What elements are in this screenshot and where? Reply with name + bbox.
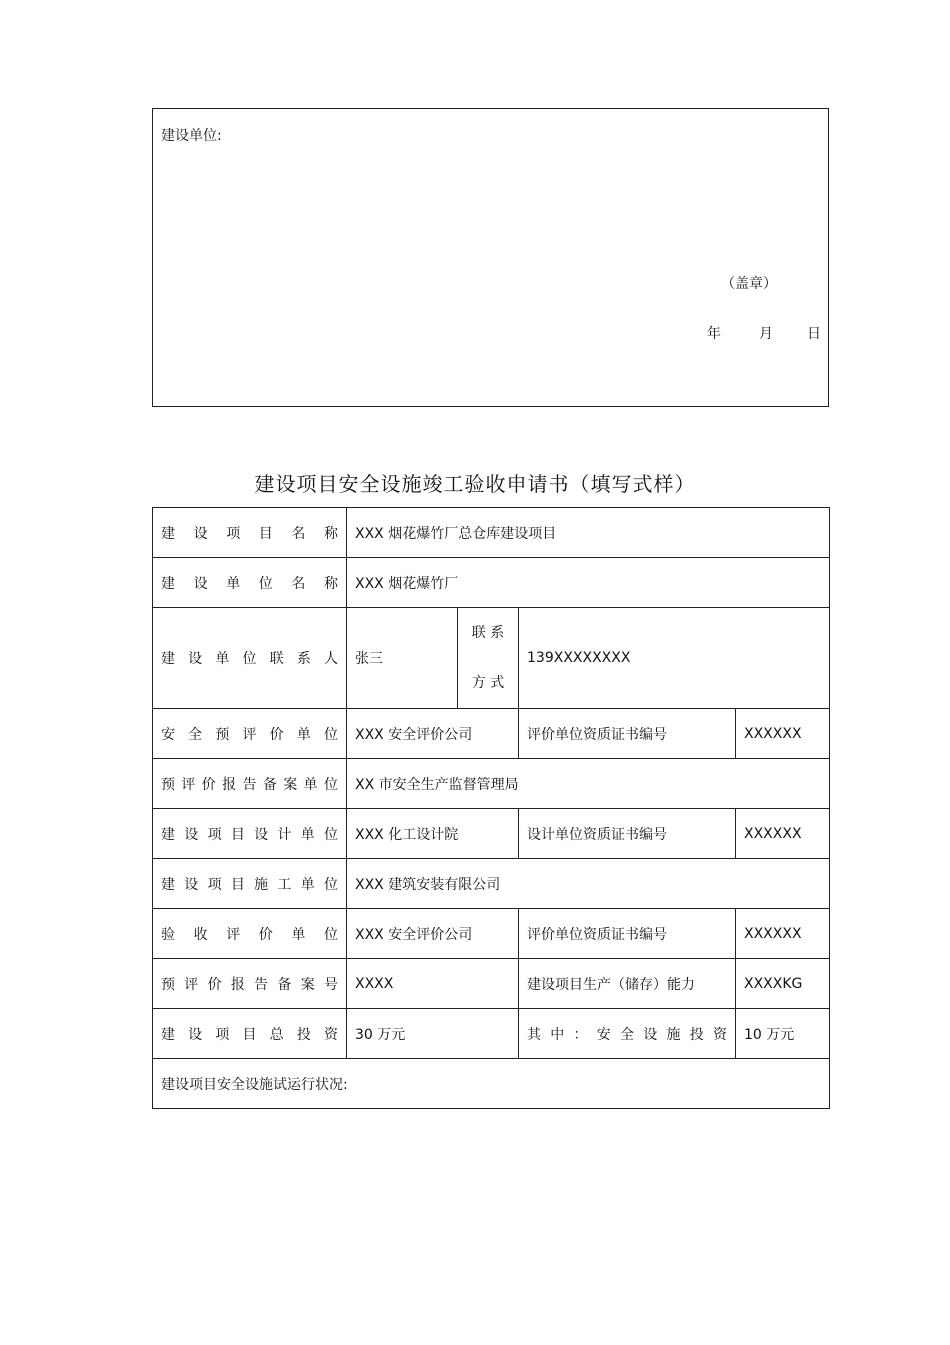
contact-phone: 139XXXXXXXX — [519, 608, 830, 709]
row-sub-label: 建设项目生产（储存）能力 — [519, 959, 736, 1009]
table-row — [153, 909, 830, 959]
table-row — [153, 759, 830, 809]
row-label: 建设单位联系人 — [153, 608, 347, 709]
row-label: 建设单位名称 — [153, 558, 347, 608]
table-row — [153, 1009, 830, 1059]
date-month: 月 — [759, 326, 773, 342]
row-value: XX 市安全生产监督管理局 — [347, 759, 830, 809]
contact-method-line-1: 联 系 — [471, 625, 505, 641]
row-value: XXX 安全评价公司 — [347, 709, 519, 759]
row-label: 验收评价单位 — [153, 909, 347, 959]
row-sub-value: XXXXXX — [736, 909, 830, 959]
construction-unit-box — [152, 108, 829, 407]
row-value: XXX 建筑安装有限公司 — [347, 859, 830, 909]
table-row — [153, 709, 830, 759]
row-label: 安全预评价单位 — [153, 709, 347, 759]
contact-method-label — [458, 608, 519, 709]
row-sub-label: 评价单位资质证书编号 — [519, 709, 736, 759]
date-day: 日 — [807, 326, 821, 342]
table-row — [153, 508, 830, 558]
row-label: 建设项目设计单位 — [153, 809, 347, 859]
seal-note: （盖章） — [721, 276, 777, 292]
contact-method-line-2: 方 式 — [471, 675, 505, 691]
row-value: 30 万元 — [347, 1009, 519, 1059]
construction-unit-label: 建设单位: — [161, 128, 222, 144]
table-row — [153, 608, 830, 709]
table-row — [153, 558, 830, 608]
row-sub-value: XXXXXX — [736, 809, 830, 859]
row-label: 建设项目总投资 — [153, 1009, 347, 1059]
table-row — [153, 859, 830, 909]
row-value: XXX 安全评价公司 — [347, 909, 519, 959]
row-value: XXX 烟花爆竹厂 — [347, 558, 830, 608]
row-label: 预评价报告备案单位 — [153, 759, 347, 809]
row-value: XXXX — [347, 959, 519, 1009]
date-year: 年 — [707, 326, 721, 342]
row-sub-value: XXXXXX — [736, 709, 830, 759]
row-value: 张三 — [347, 608, 458, 709]
trial-operation-status: 建设项目安全设施试运行状况: — [153, 1059, 830, 1109]
table-row — [153, 1059, 830, 1109]
row-sub-label: 其中：安全设施投资 — [519, 1009, 736, 1059]
row-label: 建设项目名称 — [153, 508, 347, 558]
application-form-table — [152, 507, 830, 1109]
row-value: XXX 烟花爆竹厂总仓库建设项目 — [347, 508, 830, 558]
row-value: XXX 化工设计院 — [347, 809, 519, 859]
row-sub-value: XXXXKG — [736, 959, 830, 1009]
table-row — [153, 809, 830, 859]
form-title: 建设项目安全设施竣工验收申请书（填写式样） — [254, 472, 696, 496]
row-sub-label: 设计单位资质证书编号 — [519, 809, 736, 859]
row-label: 建设项目施工单位 — [153, 859, 347, 909]
row-label: 预评价报告备案号 — [153, 959, 347, 1009]
table-row — [153, 959, 830, 1009]
row-sub-label: 评价单位资质证书编号 — [519, 909, 736, 959]
row-sub-value: 10 万元 — [736, 1009, 830, 1059]
